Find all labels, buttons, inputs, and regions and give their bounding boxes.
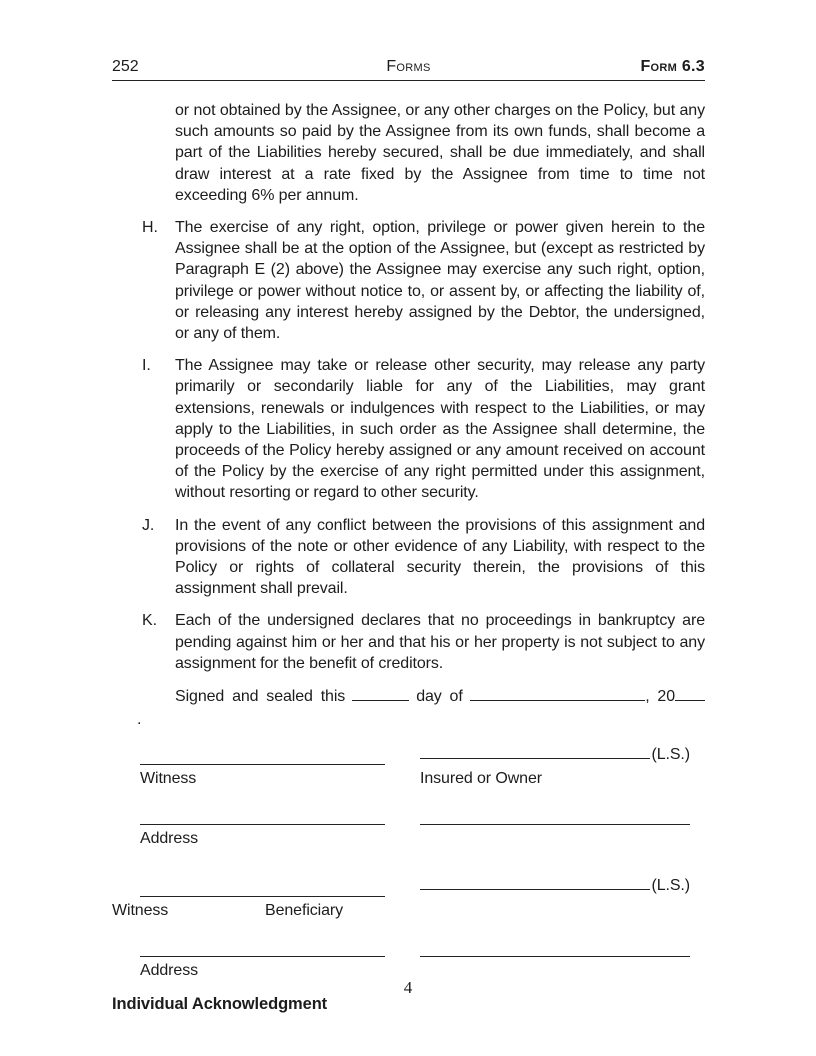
section-heading-individual-acknowledgment: Individual Acknowledgment [112, 994, 328, 1013]
paragraph-label: K. [142, 612, 157, 630]
address-line [420, 812, 690, 825]
address-line [140, 812, 385, 825]
address-label-row [112, 829, 705, 848]
beneficiary-signature-line [420, 874, 650, 890]
signed-sealed-line [175, 685, 705, 707]
paragraph-text: In the event of any conflict between the provisions of this assignment and provisions of the note or other evidence of any Liability, with respect to the Policy or rights of collateral security therein, the provisions of this assignment shall prevail. [175, 516, 705, 598]
header-running-title: Forms [386, 58, 431, 75]
ls-seal-text: (L.S.) [651, 877, 690, 895]
paragraph-label: J. [142, 516, 155, 534]
header-form-number: Form 6.3 [640, 58, 705, 75]
footer-page-number: 4 [403, 978, 413, 997]
beneficiary-label: Beneficiary [265, 901, 344, 919]
page-content [112, 58, 705, 1015]
signed-line-text: Signed and sealed this [175, 688, 346, 706]
address-line-row [112, 944, 705, 957]
signature-block-insured [112, 743, 705, 848]
paragraph-text: Each of the undersigned declares that no proceedings in bankruptcy are pending against him or her and that his or her property is not subject to any assignment for the benefit of creditors. [175, 612, 705, 672]
page-header [112, 58, 705, 81]
signature-label-row [112, 769, 705, 788]
insured-signature-line [420, 743, 650, 759]
month-blank-field [470, 685, 646, 701]
witness-label: Witness [112, 901, 169, 919]
address-label: Address [140, 961, 198, 979]
paragraph-i [112, 355, 705, 503]
signature-block-beneficiary [112, 874, 705, 979]
signature-label-row [112, 901, 705, 920]
header-page-number: 252 [112, 58, 139, 75]
witness-signature-line [140, 884, 385, 897]
paragraph-text: The exercise of any right, option, privilege or power given herein to the Assignee shall be at the option of the Assignee, but (except as restricted by Paragraph E (2) above) the Assignee may exercise any such right, option, privilege or power without notice to, or assent by, or affecting the liability of, or releasing any interest hereby assigned by the Debtor, the undersigned, or any of them. [175, 219, 705, 343]
paragraph-label: H. [142, 219, 158, 237]
orphan-period: . [137, 711, 142, 729]
form-body [112, 100, 705, 1015]
paragraph-label: I. [142, 357, 151, 375]
paragraph-k [112, 610, 705, 674]
ls-seal-text: (L.S.) [651, 746, 690, 764]
signature-line-row [112, 874, 705, 896]
address-line-row [112, 812, 705, 825]
signed-line-text: , 20 [645, 688, 675, 706]
day-blank-field [352, 685, 409, 701]
signed-line-text: day of [416, 688, 463, 706]
paragraph-h [112, 217, 705, 344]
address-line [140, 944, 385, 957]
address-line [420, 944, 690, 957]
paragraph-continuation: or not obtained by the Assignee, or any other charges on the Policy, but any such amounts so paid by the Assignee from its own funds, shall become a part of the Liabilities hereby secured, shall be due immediately, and shall draw interest at a rate fixed by the Assignee from time to time not exceeding 6% per annum. [175, 102, 705, 204]
address-label-row [112, 961, 705, 980]
insured-or-owner-label: Insured or Owner [420, 770, 543, 788]
paragraph-j [112, 515, 705, 600]
paragraph-text: The Assignee may take or release other security, may release any party primarily or secondarily liable for any of the Liabilities, may grant extensions, renewals or indulgences with respect to the Liabilities, or may apply to the Liabilities, in such order as the Assignee shall determine, the proceeds of the Policy hereby assigned or any amount received on account of the Policy by the exercise of any right permitted under this assignment, without resorting or regard to other security. [175, 357, 705, 502]
witness-signature-line [140, 752, 385, 765]
year-blank-field [675, 685, 705, 701]
address-label: Address [140, 830, 198, 848]
signature-line-row [112, 743, 705, 765]
witness-label: Witness [140, 770, 197, 788]
